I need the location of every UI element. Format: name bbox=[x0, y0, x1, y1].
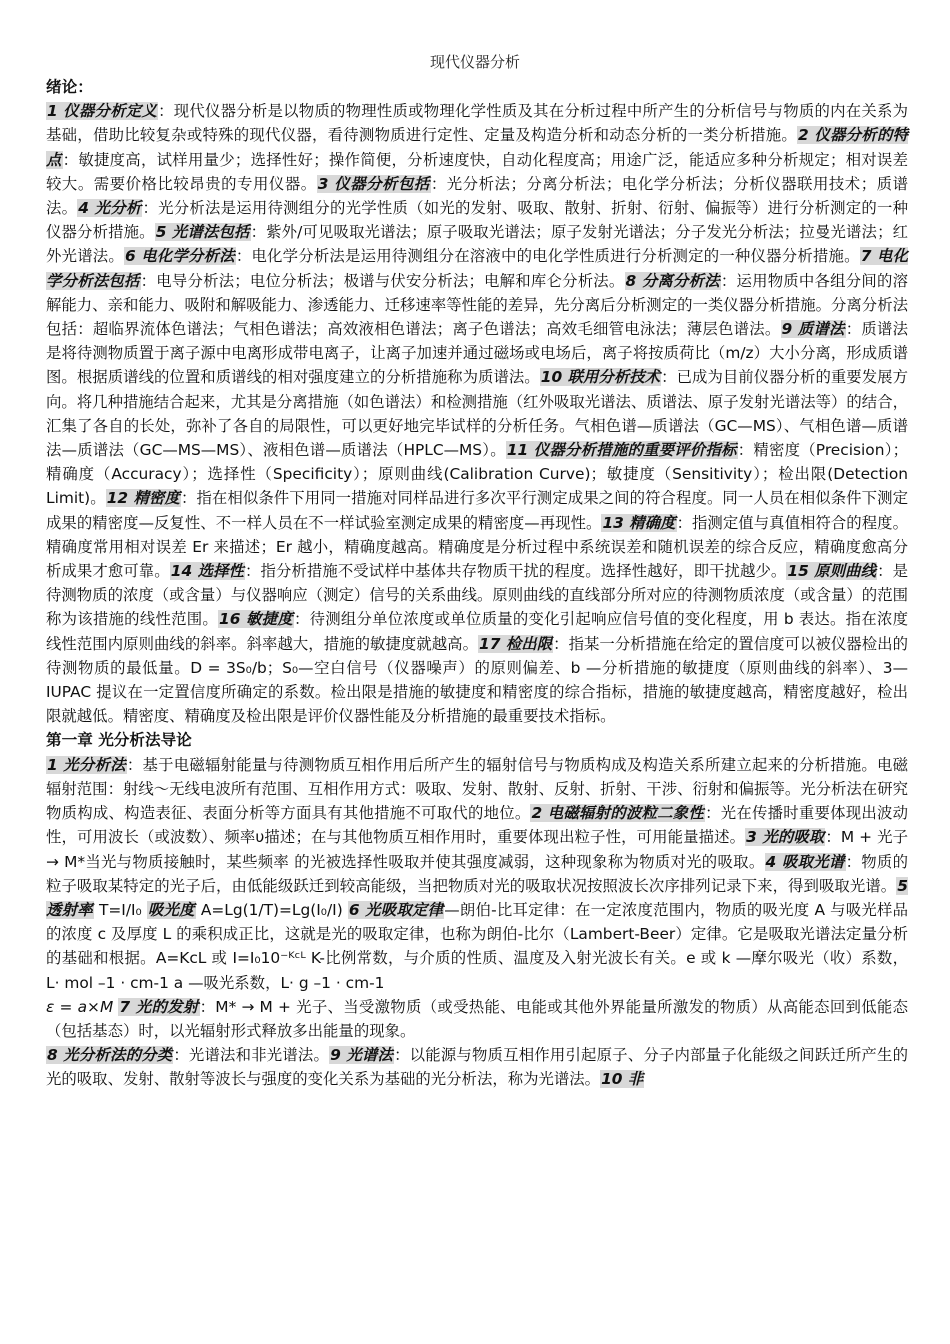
intro-paragraph bbox=[46, 99, 908, 728]
term-label: 9 质谱法 bbox=[781, 320, 845, 339]
formula-paragraph bbox=[46, 995, 908, 1043]
term-label: 7 光的发射 bbox=[119, 997, 199, 1016]
term-definition: ：指在相似条件下用同一措施对同样品进行多次平行测定成果之间的符合程度。同一人员在相似条件下测定成果的精密度—反复性、不一样人员在不一样试验室测定成果的精密度—再现性。 bbox=[46, 489, 908, 532]
term-label: 4 光分析 bbox=[78, 199, 142, 218]
document-body bbox=[46, 75, 908, 1092]
term-label: 13 精确度 bbox=[602, 513, 676, 532]
term-label: 2 电磁辐射的波粒二象性 bbox=[531, 804, 705, 823]
term-label: 15 原则曲线 bbox=[787, 562, 877, 581]
term-definition: ：M* → M + 光子、当受激物质（或受热能、电能或其他外界能量所激发的物质）从高能态回到低能态（包括基态）时，以光辐射形式释放多出能量的现象。 bbox=[46, 997, 908, 1040]
term-label: 12 精密度 bbox=[106, 489, 180, 508]
term-definition: —朗伯-比耳定律：在一定浓度范围内，物质的吸光度 A 与吸光样品的浓度 c 及厚度 L 的乘积成正比，这就是光的吸取定律，也称为朗伯-比尔（Lambert-Beer）定律。它是吸取光谱法定量分析的基础和根据。A=KcL 或 I=I₀10⁻ᴷᶜᴸ K-比例常数，与介质的性质、温度及入射光波长有关。e 或 k —摩尔吸光（收）系数， L· mol –1 · cm-1 a —吸光系数，L· g –1 · cm-1 bbox=[46, 900, 908, 992]
term-definition: ：电导分析法；电位分析法；极谱与伏安分析法；电解和库仑分析法。 bbox=[140, 271, 625, 290]
term-definition: ：指测定值与真值相符合的程度。精确度常用相对误差 Er 来描述；Er 越小，精确度越高。精确度是分析过程中系统误差和随机误差的综合反应，精确度愈高分析成果才愈可靠。 bbox=[46, 513, 908, 581]
term-label: 1 仪器分析定义 bbox=[47, 102, 158, 121]
term-definition: ：质谱法是将待测物质置于离子源中电离形成带电离子，让离子加速并通过磁场或电场后，离子将按质荷比（m/z）大小分离，形成质谱图。根据质谱线的位置和质谱线的相对强度建立的分析措施称为质谱法。 bbox=[46, 320, 908, 387]
term-definition: ：光分析法是运用待测组分的光学性质（如光的发射、吸取、散射、折射、衍射、偏振等）进行分析测定的一种仪器分析措施。 bbox=[46, 199, 908, 242]
term-label: 5 光谱法包括 bbox=[155, 223, 250, 242]
epsilon-formula: ε = a×M bbox=[46, 997, 119, 1016]
term-label: 6 电化学分析法 bbox=[124, 247, 235, 266]
term-label: 1 光分析法 bbox=[47, 755, 126, 774]
term-definition: ：紫外/可见吸取光谱法；原子吸取光谱法；原子发射光谱法；分子发光分析法；拉曼光谱法；红外光谱法。 bbox=[46, 223, 908, 266]
term-label: 吸光度 bbox=[147, 900, 195, 919]
term-label: 9 光谱法 bbox=[330, 1046, 394, 1065]
term-label: 8 光分析法的分类 bbox=[47, 1046, 173, 1065]
term-definition: ：现代仪器分析是以物质的物理性质或物理化学性质及其在分析过程中所产生的分析信号与物质的内在关系为基础，借助比较复杂或特殊的现代仪器，看待测物质进行定性、定量及构造分析和动态分析的一类分析措施。 bbox=[46, 102, 908, 145]
term-definition: ：M + 光子 → M*当光与物质接触时，某些频率 的光被选择性吸取并使其强度减弱，这种现象称为物质对光的吸取。 bbox=[46, 828, 908, 871]
term-definition: ：光在传播时重要体现出波动性，可用波长（或波数）、频率υ描述；在与其他物质互相作用时，重要体现出粒子性，可用能量描述。 bbox=[46, 804, 908, 847]
term-label: 4 吸取光谱 bbox=[765, 852, 845, 871]
term-label: 10 非 bbox=[601, 1070, 644, 1089]
term-definition: A=Lg(1/T)=Lg(I₀/I) bbox=[195, 900, 348, 919]
term-definition: ：光分析法；分离分析法；电化学分析法；分析仪器联用技术；质谱法。 bbox=[46, 174, 908, 218]
chapter1-paragraph bbox=[46, 753, 908, 995]
term-definition: ：光谱法和非光谱法。 bbox=[173, 1046, 330, 1065]
page-title: 现代仪器分析 bbox=[429, 53, 520, 71]
term-definition: ：指某一分析措施在给定的置信度可以被仪器检出的待测物质的最低量。D = 3S₀/b；S₀—空白信号（仪器噪声）的原则偏差、b —分析措施的敏捷度（原则曲线的斜率）、3—IUPAC 提议在一定置信度所确定的系数。检出限是措施的敏捷度和精密度的综合指标，措施的敏捷度越高，精密度越好，检出限就越低。精密度、精确度及检出限是评价仪器性能及分析措施的最重要技术指标。 bbox=[46, 634, 908, 726]
term-label: 7 电化学分析法包括 bbox=[46, 247, 908, 290]
term-label: 16 敏捷度 bbox=[219, 610, 293, 629]
term-label: 3 光的吸取 bbox=[746, 828, 825, 847]
term-label: 6 光吸取定律 bbox=[348, 900, 444, 919]
term-label: 17 检出限 bbox=[479, 634, 553, 653]
term-label: 5 透射率 bbox=[46, 876, 908, 919]
term-definition: ：精密度（Precision）；精确度（Accuracy）；选择性（Specificity）；原则曲线(Calibration Curve)；敏捷度（Sensitivity）；检出限(Detection Limit)。 bbox=[46, 441, 908, 508]
term-label: 14 选择性 bbox=[170, 562, 245, 581]
term-definition: T=I/I₀ bbox=[93, 900, 147, 919]
term-definition: ：是待测物质的浓度（或含量）与仪器响应（测定）信号的关系曲线。原则曲线的直线部分所对应的待测物质浓度（或含量）的范围称为该措施的线性范围。 bbox=[46, 562, 908, 629]
term-label: 2 仪器分析的特点 bbox=[46, 126, 908, 169]
term-label: 8 分离分析法 bbox=[625, 271, 720, 290]
term-definition: ：已成为目前仪器分析的重要发展方向。将几种措施结合起来，尤其是分离措施（如色谱法）和检测措施（红外吸取光谱法、质谱法、原子发射光谱法等）的结合，汇集了各自的长处，弥补了各自的局限性，可以更好地完毕试样的分析任务。气相色谱—质谱法（GC—MS）、气相色谱—质谱法—质谱法（GC—MS—MS）、液相色谱—质谱法（HPLC—MS）。 bbox=[46, 368, 908, 460]
term-definition: ：指分析措施不受试样中基体共存物质干扰的程度。选择性越好，即干扰越少。 bbox=[245, 562, 787, 581]
term-definition: ：运用物质中各组分间的溶解能力、亲和能力、吸附和解吸能力、渗透能力、迁移速率等性能的差异，先分离后分析测定的一类仪器分析措施。分离分析法包括：超临界流体色谱法；气相色谱法；高效液相色谱法；离子色谱法；高效毛细管电泳法；薄层色谱法。 bbox=[46, 271, 908, 339]
term-label: 10 联用分析技术 bbox=[540, 368, 661, 387]
term-definition: ：以能源与物质互相作用引起原子、分子内部量子化能级之间跃迁所产生的光的吸取、发射、散射等波长与强度的变化关系为基础的光分析法，称为光谱法。 bbox=[46, 1046, 908, 1089]
final-paragraph bbox=[46, 1043, 908, 1091]
term-definition: ：物质的粒子吸取某特定的光子后，由低能级跃迁到较高能级，当把物质对光的吸取状况按照波长次序排列记录下来，得到吸取光谱。 bbox=[46, 852, 908, 895]
term-definition: ：电化学分析法是运用待测组分在溶液中的电化学性质进行分析测定的一种仪器分析措施。 bbox=[235, 247, 860, 266]
intro-heading: 绪论： bbox=[46, 78, 93, 96]
term-label: 3 仪器分析包括 bbox=[317, 174, 430, 193]
term-definition: ：敏捷度高，试样用量少；选择性好；操作简便，分析速度快，自动化程度高；用途广泛，能适应多种分析规定；相对误差较大。需要价格比较昂贵的专用仪器。 bbox=[46, 150, 908, 193]
term-definition: ：待测组分单位浓度或单位质量的变化引起响应信号值的变化程度，用 b 表达。指在浓度 线性范围内原则曲线的斜率。斜率越大，措施的敏捷度就越高。 bbox=[46, 610, 908, 653]
chapter1-heading: 第一章 光分析法导论 bbox=[46, 731, 192, 750]
term-definition: ：基于电磁辐射能量与待测物质互相作用后所产生的辐射信号与物质构成及构造关系所建立起来的分析措施。电磁辐射范围：射线～无线电波所有范围、互相作用方式：吸取、发射、散射、反射、折射、干涉、衍射和偏振等。光分析法在研究物质构成、构造表征、表面分析等方面具有其他措施不可取代的地位。 bbox=[46, 755, 908, 823]
term-label: 11 仪器分析措施的重要评价指标 bbox=[506, 441, 737, 460]
